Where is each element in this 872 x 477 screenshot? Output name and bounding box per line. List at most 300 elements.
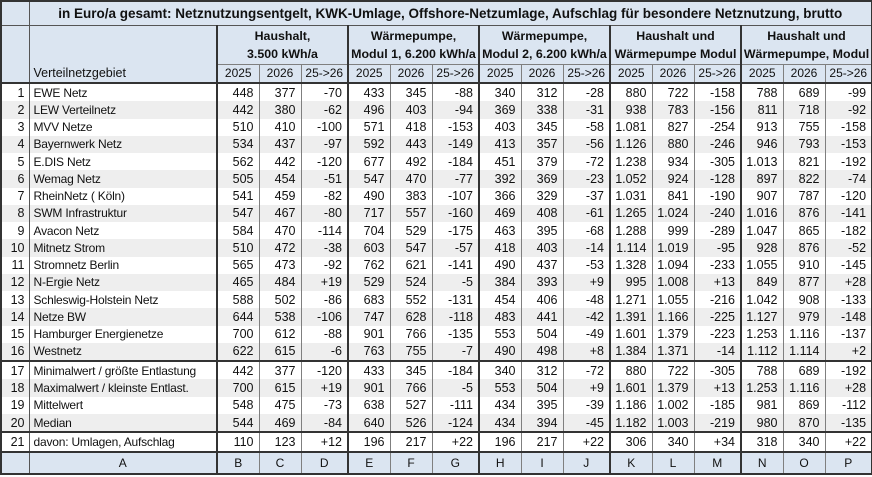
value-cell: 628 xyxy=(390,308,432,325)
value-cell: 612 xyxy=(259,326,301,343)
value-cell: -156 xyxy=(694,101,741,118)
value-cell: -39 xyxy=(563,397,610,414)
value-cell: -86 xyxy=(301,291,348,308)
value-cell: 469 xyxy=(479,205,521,222)
group-label-line1: Wärmepumpe, xyxy=(370,28,457,43)
table-row xyxy=(1,257,872,274)
value-cell: 538 xyxy=(259,308,301,325)
value-cell: 689 xyxy=(783,361,825,379)
network-name: Bayernwerk Netz xyxy=(29,136,217,153)
value-cell: 644 xyxy=(217,308,259,325)
value-cell: -305 xyxy=(694,361,741,379)
value-cell: 413 xyxy=(479,136,521,153)
value-cell: 484 xyxy=(259,274,301,291)
year-column-header: 25->26 xyxy=(301,64,348,83)
value-cell: 547 xyxy=(390,239,432,256)
value-cell: -216 xyxy=(694,291,741,308)
table-row xyxy=(1,326,872,343)
value-cell: +22 xyxy=(563,432,610,452)
value-cell: 1.008 xyxy=(652,274,694,291)
value-cell: +28 xyxy=(825,274,872,291)
value-cell: -135 xyxy=(432,326,479,343)
value-cell: 442 xyxy=(217,361,259,379)
value-cell: -120 xyxy=(825,188,872,205)
value-cell: 1.379 xyxy=(652,379,694,396)
value-cell: 1.055 xyxy=(741,257,783,274)
value-cell: 340 xyxy=(479,361,521,379)
table-row xyxy=(1,291,872,308)
value-cell: 880 xyxy=(610,83,652,101)
value-cell: +34 xyxy=(694,432,741,452)
row-number: 10 xyxy=(1,239,29,256)
value-cell: 442 xyxy=(217,101,259,118)
network-name: N-Ergie Netz xyxy=(29,274,217,291)
value-cell: +2 xyxy=(825,343,872,361)
value-cell: 788 xyxy=(741,83,783,101)
table-row xyxy=(1,119,872,136)
value-cell: 1.182 xyxy=(610,414,652,432)
value-cell: -148 xyxy=(825,308,872,325)
value-cell: -112 xyxy=(825,397,872,414)
value-cell: 318 xyxy=(741,432,783,452)
value-cell: 880 xyxy=(652,136,694,153)
table-row xyxy=(1,414,872,432)
value-cell: 1.384 xyxy=(610,343,652,361)
value-cell: 1.127 xyxy=(741,308,783,325)
value-cell: 392 xyxy=(479,170,521,187)
value-cell: 448 xyxy=(217,83,259,101)
value-cell: -118 xyxy=(432,308,479,325)
row-label-header: Verteilnetzgebiet xyxy=(29,25,217,83)
value-cell: 403 xyxy=(479,119,521,136)
value-cell: -28 xyxy=(563,83,610,101)
value-cell: 505 xyxy=(217,170,259,187)
group-label-line1: Wärmepumpe, xyxy=(501,28,588,43)
value-cell: 762 xyxy=(348,257,390,274)
value-cell: -56 xyxy=(563,136,610,153)
value-cell: 638 xyxy=(348,397,390,414)
network-name: LEW Verteilnetz xyxy=(29,101,217,118)
row-number: 1 xyxy=(1,83,29,101)
value-cell: +13 xyxy=(694,379,741,396)
value-cell: 379 xyxy=(521,153,563,170)
table-row xyxy=(1,361,872,379)
column-letter: H xyxy=(479,452,521,474)
value-cell: 196 xyxy=(479,432,521,452)
value-cell: 704 xyxy=(348,222,390,239)
value-cell: 1.116 xyxy=(783,326,825,343)
row-number: 20 xyxy=(1,414,29,432)
value-cell: -7 xyxy=(432,343,479,361)
value-cell: 472 xyxy=(259,239,301,256)
value-cell: 1.265 xyxy=(610,205,652,222)
value-cell: 443 xyxy=(390,136,432,153)
value-cell: -219 xyxy=(694,414,741,432)
year-column-header: 2025 xyxy=(348,64,390,83)
value-cell: 544 xyxy=(217,414,259,432)
value-cell: -192 xyxy=(825,153,872,170)
value-cell: 553 xyxy=(479,379,521,396)
corner-footer-cell xyxy=(1,452,29,474)
table-title: in Euro/a gesamt: Netznutzungsentgelt, KWK-Umlage, Offshore-Netzumlage, Aufschlag für besondere Netznutzung, brutto xyxy=(29,1,872,25)
network-name: E.DIS Netz xyxy=(29,153,217,170)
value-cell: 722 xyxy=(652,361,694,379)
value-cell: 470 xyxy=(390,170,432,187)
value-cell: 403 xyxy=(521,239,563,256)
value-cell: -37 xyxy=(563,188,610,205)
network-name: Stromnetz Berlin xyxy=(29,257,217,274)
value-cell: -95 xyxy=(694,239,741,256)
value-cell: 1.047 xyxy=(741,222,783,239)
row-number: 15 xyxy=(10,327,25,342)
row-number: 6 xyxy=(1,170,29,187)
value-cell: 793 xyxy=(783,136,825,153)
value-cell: 340 xyxy=(783,432,825,452)
value-cell: 821 xyxy=(783,153,825,170)
value-cell: 526 xyxy=(390,414,432,432)
value-cell: 1.094 xyxy=(652,257,694,274)
value-cell: 504 xyxy=(521,379,563,396)
column-letter: G xyxy=(432,452,479,474)
column-letter: I xyxy=(521,452,563,474)
value-cell: 418 xyxy=(390,119,432,136)
value-cell: -223 xyxy=(694,326,741,343)
value-cell: 811 xyxy=(741,101,783,118)
value-cell: -97 xyxy=(301,136,348,153)
value-cell: 377 xyxy=(259,361,301,379)
value-cell: 876 xyxy=(783,205,825,222)
value-cell: 755 xyxy=(783,119,825,136)
value-cell: 717 xyxy=(348,205,390,222)
value-cell: 788 xyxy=(741,361,783,379)
value-cell: 442 xyxy=(259,153,301,170)
value-cell: 1.238 xyxy=(610,153,652,170)
value-cell: -111 xyxy=(432,397,479,414)
value-cell: +19 xyxy=(301,379,348,396)
value-cell: 870 xyxy=(783,414,825,432)
value-cell: 357 xyxy=(521,136,563,153)
year-column-header: 25->26 xyxy=(825,64,872,83)
value-cell: -114 xyxy=(301,222,348,239)
column-letter: B xyxy=(217,452,259,474)
value-cell: +28 xyxy=(825,379,872,396)
value-cell: 1.003 xyxy=(652,414,694,432)
table-row xyxy=(1,239,872,256)
value-cell: 1.031 xyxy=(610,188,652,205)
value-cell: 433 xyxy=(348,361,390,379)
year-column-header: 2025 xyxy=(479,64,521,83)
value-cell: -94 xyxy=(432,101,479,118)
value-cell: 1.116 xyxy=(783,379,825,396)
network-name: Mittelwert xyxy=(29,397,217,414)
value-cell: 434 xyxy=(479,397,521,414)
year-column-header: 2026 xyxy=(390,64,432,83)
value-cell: 196 xyxy=(348,432,390,452)
value-cell: 394 xyxy=(521,414,563,432)
value-cell: 946 xyxy=(741,136,783,153)
value-cell: -124 xyxy=(432,414,479,432)
value-cell: 548 xyxy=(217,397,259,414)
network-name: Mitnetz Strom xyxy=(29,239,217,256)
value-cell: 345 xyxy=(390,83,432,101)
table-row xyxy=(1,205,872,222)
value-cell: -92 xyxy=(301,257,348,274)
value-cell: 433 xyxy=(348,83,390,101)
value-cell: 441 xyxy=(521,308,563,325)
year-column-header: 2026 xyxy=(652,64,694,83)
column-group-header xyxy=(348,25,479,64)
value-cell: 498 xyxy=(521,343,563,361)
network-name: EWE Netz xyxy=(29,83,217,101)
value-cell: -107 xyxy=(432,188,479,205)
value-cell: -6 xyxy=(301,343,348,361)
value-cell: 588 xyxy=(217,291,259,308)
table-row xyxy=(1,101,872,118)
value-cell: 312 xyxy=(521,83,563,101)
value-cell: 510 xyxy=(217,239,259,256)
value-cell: 571 xyxy=(348,119,390,136)
value-cell: 981 xyxy=(741,397,783,414)
group-label-line2: Wärmepumpe Modul xyxy=(614,46,737,61)
value-cell: -153 xyxy=(432,119,479,136)
value-cell: 345 xyxy=(521,119,563,136)
value-cell: 1.601 xyxy=(610,326,652,343)
table-row xyxy=(1,379,872,396)
value-cell: 490 xyxy=(348,188,390,205)
group-label-line2: 3.500 kWh/a xyxy=(247,46,318,61)
group-label-line1: Haushalt und xyxy=(636,28,715,43)
row-number: 21 xyxy=(1,432,29,452)
column-letter: N xyxy=(741,452,783,474)
value-cell: -175 xyxy=(432,222,479,239)
value-cell: 640 xyxy=(348,414,390,432)
value-cell: 110 xyxy=(217,432,259,452)
value-cell: 562 xyxy=(217,153,259,170)
value-cell: -52 xyxy=(825,239,872,256)
value-cell: -88 xyxy=(432,83,479,101)
value-cell: 1.601 xyxy=(610,379,652,396)
value-cell: 747 xyxy=(348,308,390,325)
value-cell: +22 xyxy=(825,432,872,452)
value-cell: 547 xyxy=(217,205,259,222)
value-cell: 938 xyxy=(610,101,652,118)
value-cell: -153 xyxy=(825,136,872,153)
network-name: SWM Infrastruktur xyxy=(29,205,217,222)
column-group-header xyxy=(479,25,610,64)
column-letter: J xyxy=(563,452,610,474)
value-cell: 406 xyxy=(521,291,563,308)
value-cell: 437 xyxy=(521,257,563,274)
value-cell: 1.186 xyxy=(610,397,652,414)
column-letter: F xyxy=(390,452,432,474)
value-cell: -184 xyxy=(432,153,479,170)
value-cell: 377 xyxy=(259,83,301,101)
value-cell: 865 xyxy=(783,222,825,239)
value-cell: 1.253 xyxy=(741,379,783,396)
value-cell: 1.002 xyxy=(652,397,694,414)
value-cell: 1.253 xyxy=(741,326,783,343)
value-cell: 541 xyxy=(217,188,259,205)
value-cell: -84 xyxy=(301,414,348,432)
value-cell: 502 xyxy=(259,291,301,308)
value-cell: 465 xyxy=(217,274,259,291)
year-column-header: 25->26 xyxy=(432,64,479,83)
value-cell: -158 xyxy=(694,83,741,101)
value-cell: 700 xyxy=(217,379,259,396)
column-group-header xyxy=(217,25,348,64)
column-letter-row xyxy=(1,452,872,474)
value-cell: 306 xyxy=(610,432,652,452)
value-cell: 615 xyxy=(259,343,301,361)
value-cell: 787 xyxy=(783,188,825,205)
column-group-header xyxy=(610,25,741,64)
value-cell: 901 xyxy=(348,379,390,396)
year-column-header: 2025 xyxy=(217,64,259,83)
value-cell: 718 xyxy=(783,101,825,118)
column-letter: K xyxy=(610,452,652,474)
network-name: Maximalwert / kleinste Entlast. xyxy=(29,379,217,396)
value-cell: -233 xyxy=(694,257,741,274)
table-row xyxy=(1,188,872,205)
value-cell: 592 xyxy=(348,136,390,153)
value-cell: -80 xyxy=(301,205,348,222)
year-column-header: 2026 xyxy=(783,64,825,83)
value-cell: 490 xyxy=(479,257,521,274)
value-cell: 467 xyxy=(259,205,301,222)
network-name: Minimalwert / größte Entlastung xyxy=(29,361,217,379)
value-cell: -225 xyxy=(694,308,741,325)
value-cell: 1.019 xyxy=(652,239,694,256)
value-cell: 434 xyxy=(479,414,521,432)
row-number: 12 xyxy=(1,274,29,291)
value-cell: -53 xyxy=(563,257,610,274)
value-cell: 1.288 xyxy=(610,222,652,239)
network-name: Hamburger Energienetze xyxy=(29,326,217,343)
row-number: 16 xyxy=(1,343,29,361)
value-cell: 763 xyxy=(348,343,390,361)
value-cell: -137 xyxy=(825,326,872,343)
value-cell: -82 xyxy=(301,188,348,205)
network-name: Median xyxy=(29,414,217,432)
value-cell: 827 xyxy=(652,119,694,136)
value-cell: 913 xyxy=(741,119,783,136)
group-header-row xyxy=(1,25,872,64)
value-cell: 999 xyxy=(652,222,694,239)
value-cell: 1.114 xyxy=(783,343,825,361)
network-name: Wemag Netz xyxy=(29,170,217,187)
value-cell: +12 xyxy=(301,432,348,452)
value-cell: 470 xyxy=(259,222,301,239)
value-cell: 700 xyxy=(217,326,259,343)
value-cell: 901 xyxy=(348,326,390,343)
value-cell: 1.328 xyxy=(610,257,652,274)
value-cell: 897 xyxy=(741,170,783,187)
value-cell: 876 xyxy=(783,239,825,256)
value-cell: -31 xyxy=(563,101,610,118)
network-name: davon: Umlagen, Aufschlag xyxy=(29,432,217,452)
value-cell: 483 xyxy=(479,308,521,325)
value-cell: -190 xyxy=(694,188,741,205)
value-cell: 1.055 xyxy=(652,291,694,308)
value-cell: 1.052 xyxy=(610,170,652,187)
value-cell: 910 xyxy=(783,257,825,274)
network-name: Netze BW xyxy=(29,308,217,325)
value-cell: 783 xyxy=(652,101,694,118)
value-cell: 527 xyxy=(390,397,432,414)
value-cell: -158 xyxy=(825,119,872,136)
value-cell: -62 xyxy=(301,101,348,118)
value-cell: 755 xyxy=(390,343,432,361)
year-column-header: 2026 xyxy=(521,64,563,83)
table-body xyxy=(1,83,872,452)
value-cell: 565 xyxy=(217,257,259,274)
value-cell: 418 xyxy=(479,239,521,256)
value-cell: 469 xyxy=(259,414,301,432)
row-number: 3 xyxy=(17,120,25,135)
value-cell: 475 xyxy=(259,397,301,414)
value-cell: -51 xyxy=(301,170,348,187)
network-name: Westnetz xyxy=(29,343,217,361)
row-number: 2 xyxy=(1,101,29,118)
value-cell: 524 xyxy=(390,274,432,291)
value-cell: 1.371 xyxy=(652,343,694,361)
column-letter: O xyxy=(783,452,825,474)
value-cell: 345 xyxy=(390,361,432,379)
value-cell: 490 xyxy=(479,343,521,361)
value-cell: 529 xyxy=(390,222,432,239)
value-cell: 338 xyxy=(521,101,563,118)
group-label-line1: Haushalt, xyxy=(254,28,311,43)
value-cell: 217 xyxy=(521,432,563,452)
value-cell: 603 xyxy=(348,239,390,256)
value-cell: 459 xyxy=(259,188,301,205)
value-cell: -88 xyxy=(301,326,348,343)
corner-cell xyxy=(1,1,29,25)
table-row xyxy=(1,343,872,361)
value-cell: 869 xyxy=(783,397,825,414)
year-column-header: 25->26 xyxy=(694,64,741,83)
row-number: 4 xyxy=(1,136,29,153)
value-cell: -23 xyxy=(563,170,610,187)
value-cell: 395 xyxy=(521,222,563,239)
value-cell: -254 xyxy=(694,119,741,136)
column-letter: D xyxy=(301,452,348,474)
value-cell: 1.114 xyxy=(610,239,652,256)
value-cell: +9 xyxy=(563,379,610,396)
value-cell: -192 xyxy=(825,361,872,379)
value-cell: -42 xyxy=(563,308,610,325)
value-cell: +9 xyxy=(563,274,610,291)
group-label-line1: Haushalt und xyxy=(767,28,846,43)
column-letter: M xyxy=(694,452,741,474)
network-name: Schleswig-Holstein Netz xyxy=(29,291,217,308)
value-cell: 395 xyxy=(521,397,563,414)
row-number: 9 xyxy=(17,223,25,238)
column-letter: P xyxy=(825,452,872,474)
value-cell: -70 xyxy=(301,83,348,101)
value-cell: 557 xyxy=(390,205,432,222)
value-cell: 683 xyxy=(348,291,390,308)
value-cell: -74 xyxy=(825,170,872,187)
table-row xyxy=(1,83,872,101)
value-cell: 473 xyxy=(259,257,301,274)
year-column-header: 2025 xyxy=(741,64,783,83)
title-row xyxy=(1,1,872,25)
value-cell: -145 xyxy=(825,257,872,274)
row-number: 19 xyxy=(10,398,25,413)
value-cell: 928 xyxy=(741,239,783,256)
table-row xyxy=(1,397,872,414)
